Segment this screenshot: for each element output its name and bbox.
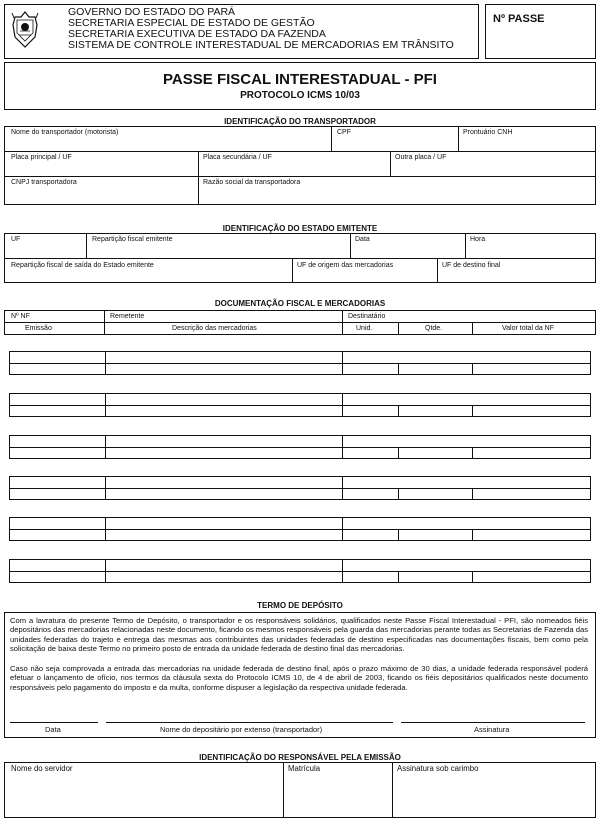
label-nome-transportador: Nome do transportador (motorista) <box>11 129 119 136</box>
invoice-entry-col <box>342 435 343 459</box>
state-coat-of-arms-icon <box>11 11 39 49</box>
label-qtde: Qtde. <box>425 325 443 332</box>
invoice-entry-col <box>105 559 106 583</box>
invoice-entry-col <box>472 363 473 375</box>
section-heading-responsavel: IDENTIFICAÇÃO DO RESPONSÁVEL PELA EMISSÃO <box>199 753 401 762</box>
invoice-entry-col <box>472 488 473 500</box>
estado-row-divider <box>4 258 596 259</box>
placa-secundaria-field[interactable] <box>201 163 387 174</box>
invoice-entry-divider <box>9 363 591 364</box>
invoice-entry-col <box>342 393 343 417</box>
invoice-entry-col <box>398 447 399 459</box>
label-termo-data: Data <box>45 725 61 734</box>
termo-data-line <box>10 722 98 723</box>
uf-origem-field[interactable] <box>295 271 434 281</box>
invoice-entry-col <box>342 517 343 541</box>
estado-col-divider <box>86 233 87 258</box>
hora-field[interactable] <box>468 245 593 256</box>
transportador-col-divider <box>198 151 199 176</box>
matricula-field[interactable] <box>286 778 389 814</box>
nome-depositario-field[interactable] <box>106 710 393 721</box>
invoice-entry-col <box>398 571 399 583</box>
prontuario-cnh-field[interactable] <box>461 138 593 149</box>
transportador-col-divider <box>390 151 391 176</box>
invoice-entry-col <box>472 447 473 459</box>
documentacao-col-divider <box>104 310 105 335</box>
invoice-entry-divider <box>9 529 591 530</box>
invoice-entry-col <box>342 559 343 583</box>
label-unid: Unid. <box>356 325 373 332</box>
label-termo-assinatura: Assinatura <box>474 725 510 734</box>
invoice-entry-block <box>9 517 591 541</box>
outra-placa-field[interactable] <box>393 163 593 174</box>
documentacao-col-divider <box>398 322 399 335</box>
invoice-entry-col <box>105 476 106 500</box>
label-nome-servidor: Nome do servidor <box>11 764 73 773</box>
invoice-entry-col <box>398 363 399 375</box>
documentacao-col-divider <box>342 310 343 335</box>
uf-destino-field[interactable] <box>440 271 593 281</box>
label-matricula: Matrícula <box>288 764 321 773</box>
transportador-col-divider <box>198 176 199 205</box>
termo-paragraph-2: Caso não seja comprovada a entrada das mercadorias na unidade federada de destino final, após o prazo máximo de 30 dias, a unidade federada responsável poderá efetuar o lançamento de ofício, nos termos da cláusula sexta do Protocolo ICMS 10, de 4 de abril de 2003, ficando os fiéis depositários qualificados neste documento responsáveis pelo pagamento do imposto e da multa, conforme dispuser a legislação da respectiva unidade federada. <box>10 664 588 692</box>
razao-social-field[interactable] <box>201 190 593 202</box>
label-razao-social: Razão social da transportadora <box>203 179 301 186</box>
invoice-entry-divider <box>9 488 591 489</box>
header-line-gestao: SECRETARIA ESPECIAL DE ESTADO DE GESTÃO <box>68 17 315 29</box>
section-heading-documentacao: DOCUMENTAÇÃO FISCAL E MERCADORIAS <box>214 299 386 308</box>
label-placa-secundaria: Placa secundária / UF <box>203 154 272 161</box>
label-outra-placa: Outra placa / UF <box>395 154 447 161</box>
invoice-entry-col <box>472 529 473 541</box>
nome-servidor-field[interactable] <box>8 778 280 814</box>
invoice-entry-col <box>398 405 399 417</box>
nome-transportador-field[interactable] <box>8 138 328 149</box>
termo-nome-line <box>106 722 393 723</box>
label-descricao-mercadorias: Descrição das mercadorias <box>172 325 257 332</box>
label-valor-total-nf: Valor total da NF <box>502 325 555 332</box>
estado-col-divider <box>465 233 466 258</box>
invoice-entry-divider <box>9 405 591 406</box>
label-reparticao-emitente: Repartição fiscal emitente <box>92 236 173 243</box>
termo-assinatura-field[interactable] <box>401 710 585 721</box>
transportador-col-divider <box>331 126 332 151</box>
header-line-sistema: SISTEMA DE CONTROLE INTERESTADUAL DE MERCADORIAS EM TRÂNSITO <box>68 39 454 51</box>
invoice-entry-block <box>9 559 591 583</box>
termo-assinatura-line <box>401 722 585 723</box>
reparticao-emitente-field[interactable] <box>89 245 347 256</box>
invoice-entry-col <box>472 571 473 583</box>
section-heading-transportador: IDENTIFICAÇÃO DO TRANSPORTADOR <box>224 117 376 126</box>
label-reparticao-saida: Repartição fiscal de saída do Estado emitente <box>11 262 154 269</box>
label-numero-nf: Nº NF <box>11 313 30 320</box>
invoice-entry-col <box>342 351 343 375</box>
label-assinatura-carimbo: Assinatura sob carimbo <box>397 764 479 773</box>
termo-data-field[interactable] <box>10 710 98 721</box>
reparticao-saida-field[interactable] <box>8 271 289 281</box>
section-heading-estado-emitente: IDENTIFICAÇÃO DO ESTADO EMITENTE <box>222 224 378 233</box>
section-heading-termo: TERMO DE DEPÓSITO <box>257 601 343 610</box>
responsavel-col-divider <box>283 762 284 818</box>
invoice-entry-col <box>342 476 343 500</box>
invoice-entry-block <box>9 435 591 459</box>
cnpj-transportadora-field[interactable] <box>8 190 195 202</box>
label-remetente: Remetente <box>110 313 145 320</box>
label-destinatario: Destinatário <box>348 313 386 320</box>
cpf-field[interactable] <box>334 138 455 149</box>
invoice-entry-col <box>105 517 106 541</box>
invoice-entry-divider <box>9 447 591 448</box>
invoice-entry-col <box>398 529 399 541</box>
invoice-entry-col <box>105 435 106 459</box>
invoice-entry-block <box>9 351 591 375</box>
placa-principal-field[interactable] <box>8 163 195 174</box>
label-uf-origem: UF de origem das mercadorias <box>297 262 394 269</box>
label-data-emissao: Data <box>355 236 370 243</box>
label-uf-emitente: UF <box>11 236 21 243</box>
label-hora: Hora <box>470 236 486 243</box>
data-emissao-field[interactable] <box>353 245 462 256</box>
passe-number-label: Nº PASSE <box>493 13 545 25</box>
responsavel-col-divider <box>392 762 393 818</box>
label-nome-depositario: Nome do depositário por extenso (transportador) <box>160 725 323 734</box>
invoice-entry-col <box>398 488 399 500</box>
label-placa-principal: Placa principal / UF <box>11 154 72 161</box>
header-line-fazenda: SECRETARIA EXECUTIVA DE ESTADO DA FAZENDA <box>68 28 326 40</box>
invoice-entry-col <box>105 393 106 417</box>
invoice-entry-block <box>9 476 591 500</box>
label-prontuario-cnh: Prontuário CNH <box>463 129 513 136</box>
transportador-row-divider <box>4 151 596 152</box>
transportador-col-divider <box>458 126 459 151</box>
header-line-governo: GOVERNO DO ESTADO DO PARÁ <box>68 6 236 18</box>
assinatura-carimbo-field[interactable] <box>395 778 593 814</box>
termo-paragraph-1: Com a lavratura do presente Termo de Depósito, o transportador e os responsáveis solidários, qualificados neste Passe Fiscal Interestadual - PFI, são nomeados fiéis depositários das mercadorias relacionadas neste documento, ficando os mesmos responsáveis pela guarda das mercadorias perante todas as Secretarias de Fazenda das unidades federadas do trajeto e entrega das mesmas aos contribuintes das unidades federadas de destino especificadas nas documentações fiscais, bem como pela solicitação de baixa deste Termo no primeiro posto de entrada da unidade federada de destino final das mercadorias. <box>10 616 588 654</box>
documentacao-col-divider <box>472 322 473 335</box>
form-subtitle: PROTOCOLO ICMS 10/03 <box>240 90 360 101</box>
documentacao-header-divider <box>4 322 596 323</box>
label-emissao: Emissão <box>25 325 52 332</box>
invoice-entry-block <box>9 393 591 417</box>
label-uf-destino: UF de destino final <box>442 262 501 269</box>
label-cnpj-transportadora: CNPJ transportadora <box>11 179 77 186</box>
form-title: PASSE FISCAL INTERESTADUAL - PFI <box>163 71 437 88</box>
invoice-entry-divider <box>9 571 591 572</box>
estado-col-divider <box>437 258 438 283</box>
passe-number-input[interactable] <box>490 32 590 52</box>
transportador-row-divider <box>4 176 596 177</box>
estado-col-divider <box>292 258 293 283</box>
uf-emitente-field[interactable] <box>8 245 83 256</box>
header-text <box>68 7 454 51</box>
estado-col-divider <box>350 233 351 258</box>
label-cpf: CPF <box>337 129 351 136</box>
invoice-entry-col <box>105 351 106 375</box>
invoice-entry-col <box>472 405 473 417</box>
